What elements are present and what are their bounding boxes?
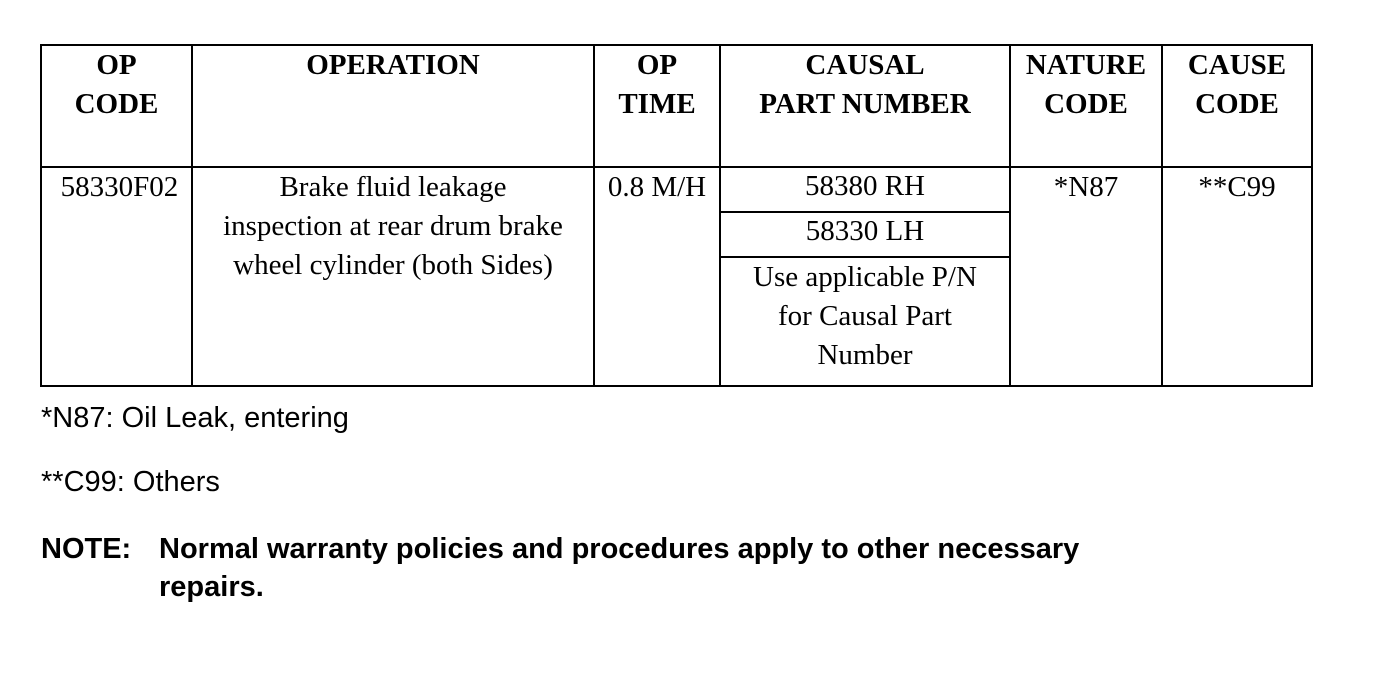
nature-code-value: *N87 [1010,167,1162,386]
header-op-time: OP TIME [594,45,720,167]
footnote-nature-code: *N87: Oil Leak, entering [41,402,349,434]
note-text-line-1: Normal warranty policies and procedures apply to other necessary [159,533,1080,565]
op-code-value: 58330F02 [41,167,192,386]
causal-parts-subtable [721,168,1009,385]
table-row [41,167,1312,386]
note-text-line-2: repairs. [159,571,264,603]
operation-line: Brake fluid leakage [279,171,507,203]
causal-part-rh: 58380 RH [721,168,1009,212]
header-operation: OPERATION [192,45,594,167]
note-label: NOTE: [41,533,132,565]
header-causal-part-number: CAUSAL PART NUMBER [720,45,1010,167]
causal-part-note: Use applicable P/N for Causal Part Number [753,261,977,371]
causal-part-row [721,212,1009,257]
cause-code-value: **C99 [1162,167,1312,386]
causal-part-number-cell [720,167,1010,386]
causal-part-row [721,168,1009,212]
op-time-value: 0.8 M/H [594,167,720,386]
header-op-code: OP CODE [41,45,192,167]
footnote-cause-code: **C99: Others [41,466,220,498]
operation-line: inspection at rear drum brake [223,210,563,242]
header-nature-code: NATURE CODE [1010,45,1162,167]
table-header-row [41,45,1312,167]
causal-part-note-row [721,257,1009,385]
causal-part-lh: 58330 LH [721,212,1009,257]
operation-line: wheel cylinder (both Sides) [233,249,553,281]
header-cause-code: CAUSE CODE [1162,45,1312,167]
warranty-op-code-table [40,44,1313,387]
warranty-note [41,530,1341,606]
operation-value [192,167,594,386]
